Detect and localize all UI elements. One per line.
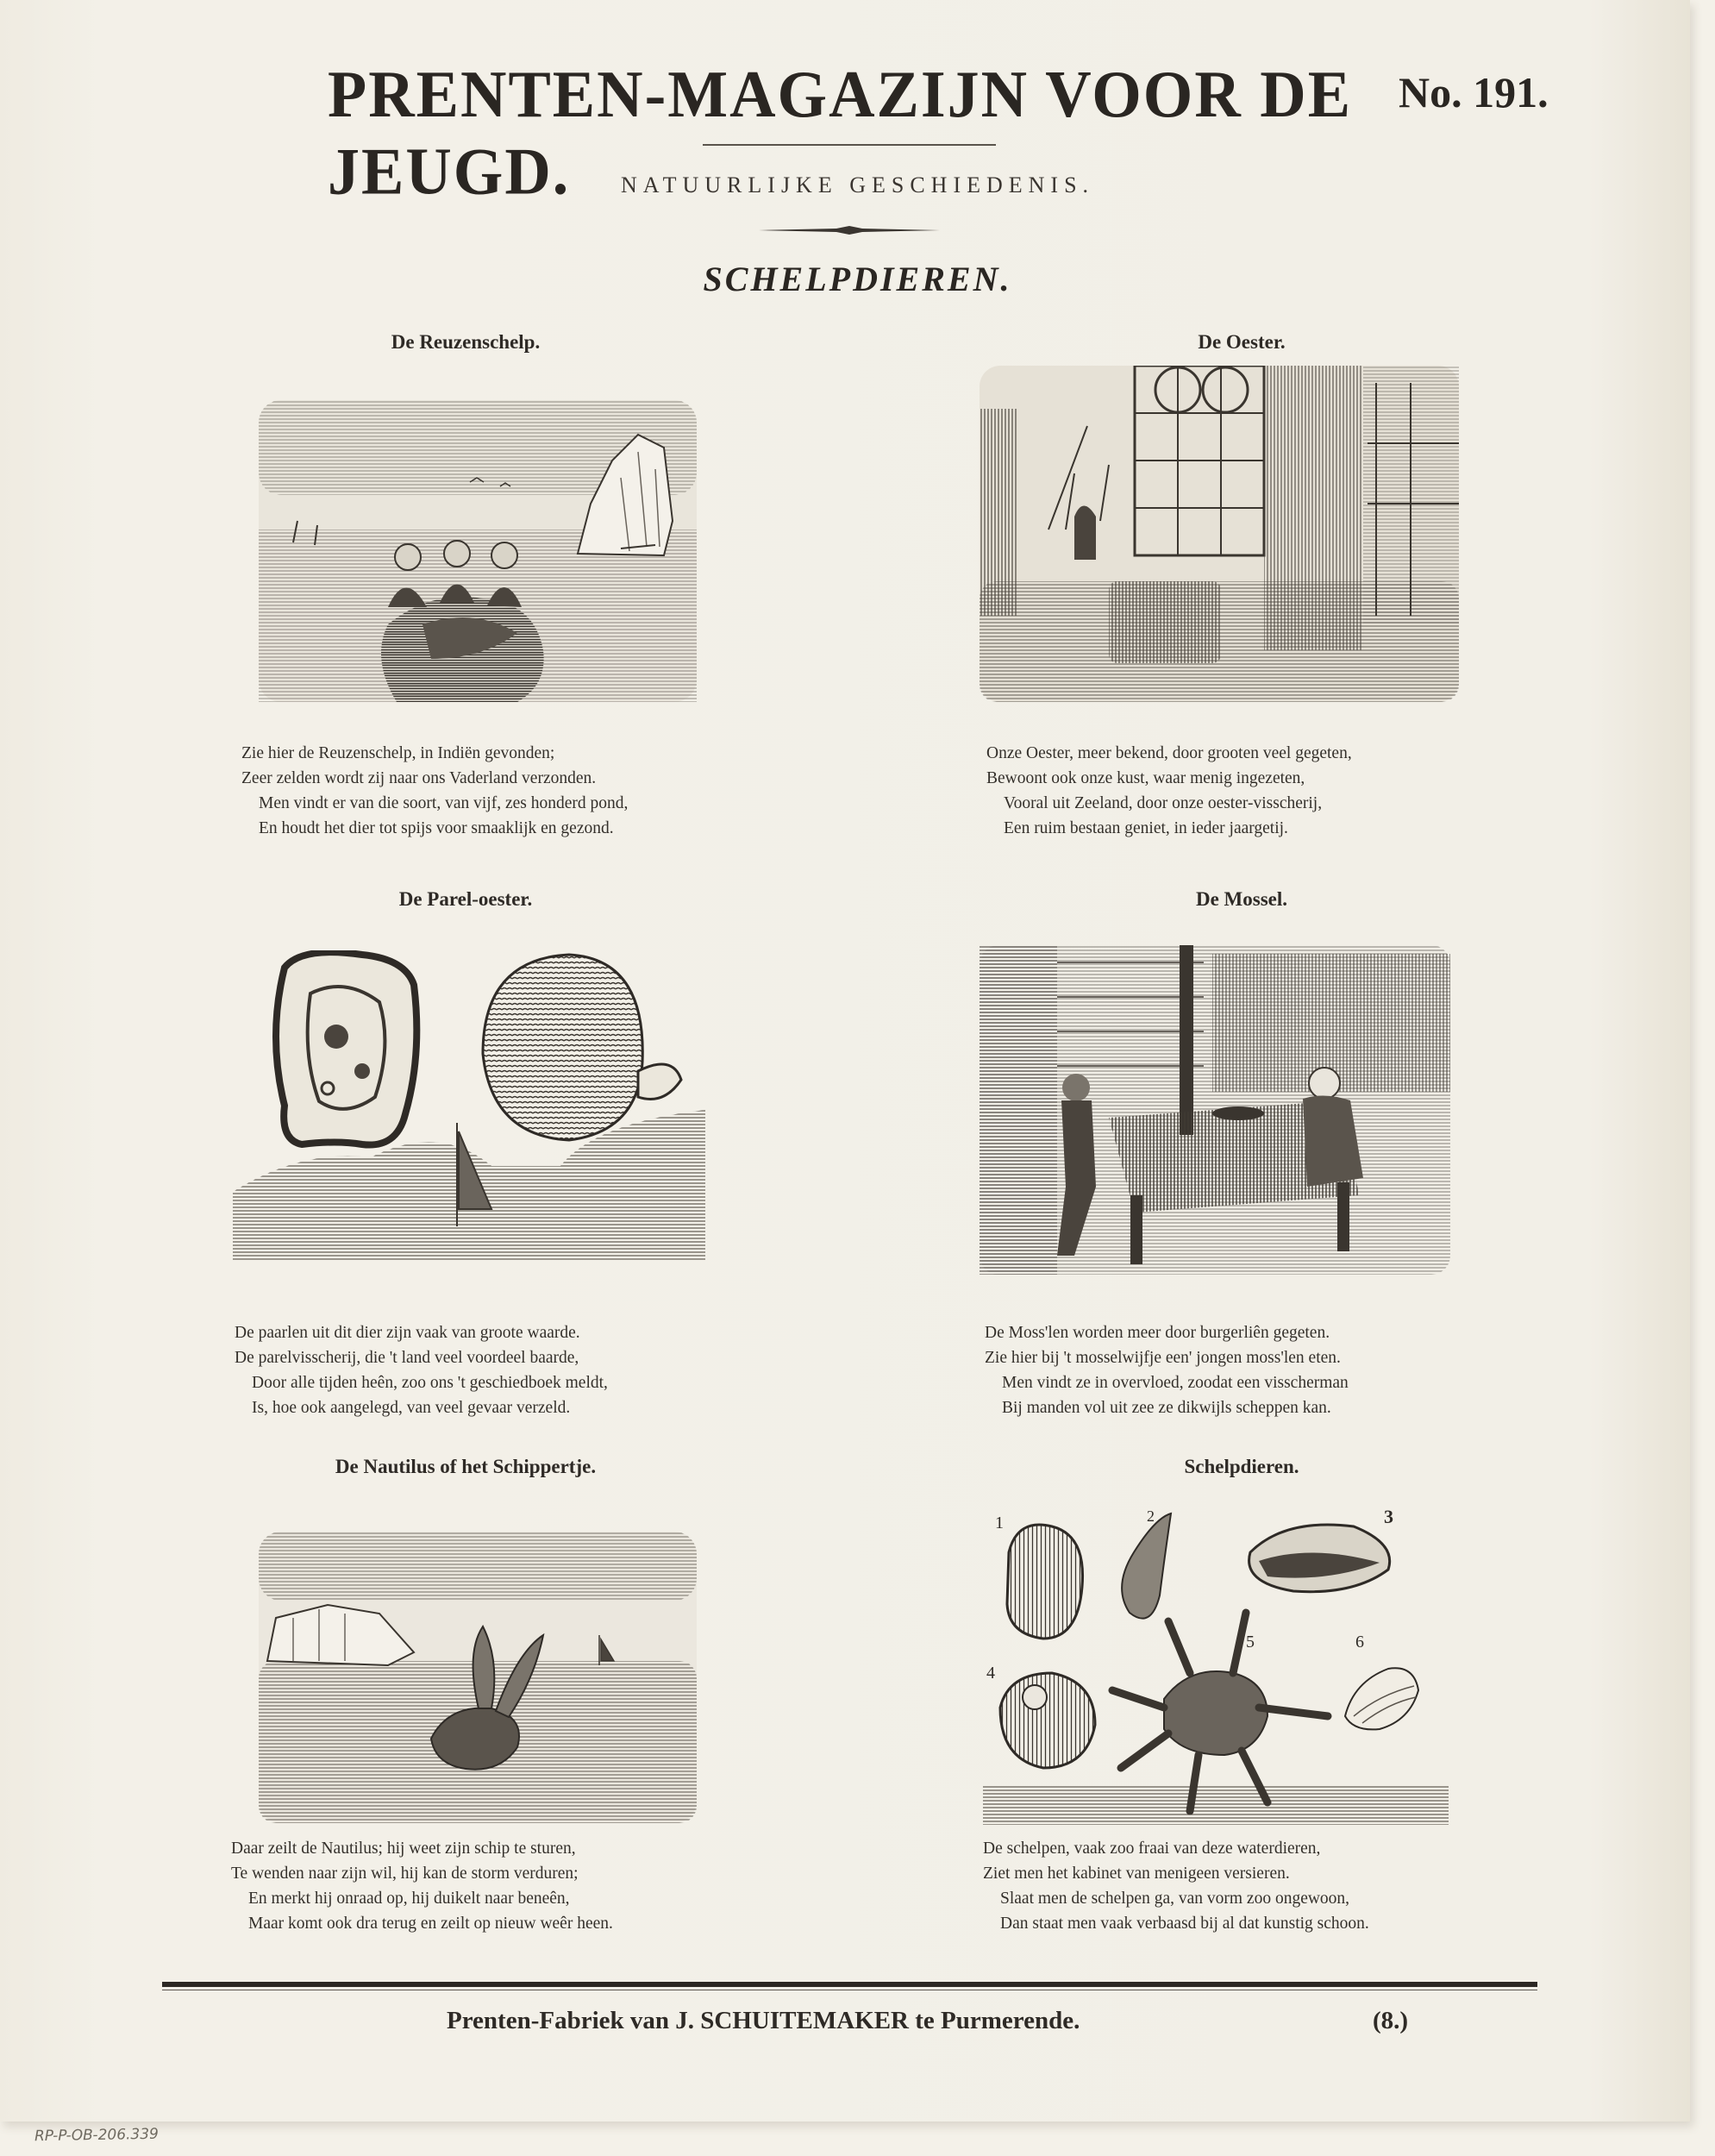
verse-line: Zie hier de Reuzenschelp, in Indiën gevonden;	[241, 744, 555, 762]
shell-number: 2	[1147, 1509, 1155, 1525]
panel-schelpdieren	[862, 1452, 1621, 1933]
shell-number: 4	[986, 1664, 995, 1683]
verse-line: Door alle tijden heên, zoo ons 't geschiedboek meldt,	[252, 1374, 608, 1392]
verse-line: Men vindt er van die soort, van vijf, zes honderd pond,	[259, 794, 629, 812]
verse-line: De parelvisscherij, die 't land veel voordeel baarde,	[235, 1349, 579, 1367]
illustration-pearl-oyster	[233, 950, 705, 1278]
shell-number: 1	[995, 1514, 1004, 1532]
masthead-title: PRENTEN-MAGAZIJN VOOR DE JEUGD.	[328, 57, 1353, 210]
verse-line: Zeer zelden wordt zij naar ons Vaderland verzonden.	[241, 769, 597, 787]
title-rule	[703, 144, 996, 146]
panel-verse	[241, 741, 628, 841]
panel-verse	[986, 741, 1352, 841]
page-number: (8.)	[1373, 2007, 1409, 2034]
publisher-line: Prenten-Fabriek van J. SCHUITEMAKER te Purmerende.	[447, 2007, 1080, 2034]
verse-line: Slaat men de schelpen ga, van vorm zoo ongewoon,	[1000, 1890, 1350, 1908]
verse-line: Onze Oester, meer bekend, door grooten veel gegeten,	[986, 744, 1352, 762]
illustration-giant-clam	[259, 400, 697, 702]
panel-verse	[235, 1320, 608, 1420]
panel-parel-oester	[86, 885, 845, 1417]
illustration-nautilus	[259, 1532, 697, 1823]
panel-heading: De Reuzenschelp.	[391, 331, 541, 353]
section-title: SCHELPDIEREN.	[703, 260, 1012, 298]
verse-line: De paarlen uit dit dier zijn vaak van groote waarde.	[235, 1324, 580, 1342]
panel-heading: De Parel-oester.	[398, 888, 533, 910]
panel-reuzenschelp	[86, 328, 845, 837]
verse-line: De schelpen, vaak zoo fraai van deze waterdieren,	[983, 1839, 1321, 1858]
panel-oester	[862, 328, 1621, 837]
issue-number: No. 191.	[1399, 68, 1549, 116]
verse-line: De Moss'len worden meer door burgerliên gegeten.	[985, 1324, 1330, 1342]
panel-nautilus	[86, 1452, 845, 1933]
archive-mark: RP-P-OB-206.339	[34, 2125, 160, 2146]
verse-line: Een ruim bestaan geniet, in ieder jaargetij.	[1004, 819, 1288, 837]
verse-line: Dan staat men vaak verbaasd bij al dat kunstig schoon.	[1000, 1915, 1369, 1933]
panel-verse	[231, 1836, 613, 1936]
panel-verse	[985, 1320, 1349, 1420]
verse-line: Is, hoe ook aangelegd, van veel gevaar verzeld.	[252, 1399, 571, 1417]
verse-line: Zie hier bij 't mosselwijfje een' jongen moss'len eten.	[985, 1349, 1341, 1367]
panel-verse	[983, 1836, 1369, 1936]
verse-line: Bewoont ook onze kust, waar menig ingezeten,	[986, 769, 1305, 787]
verse-line: Bij manden vol uit zee ze dikwijls scheppen kan.	[1002, 1399, 1331, 1417]
panel-heading: De Oester.	[1198, 331, 1286, 353]
panel-heading: De Mossel.	[1195, 888, 1288, 910]
shell-number: 5	[1246, 1633, 1255, 1651]
verse-line: En merkt hij onraad op, hij duikelt naar beneên,	[248, 1890, 570, 1908]
verse-line: Daar zeilt de Nautilus; hij weet zijn schip te sturen,	[231, 1839, 576, 1858]
subtitle: NATUURLIJKE GESCHIEDENIS.	[620, 172, 1095, 197]
shell-number: 3	[1384, 1509, 1393, 1527]
verse-line: Men vindt ze in overvloed, zoodat een visscherman	[1002, 1374, 1349, 1392]
verse-line: Maar komt ook dra terug en zeilt op nieuw weêr heen.	[248, 1915, 613, 1933]
illustration-mussel-kitchen	[980, 945, 1450, 1275]
footer-rule	[162, 1982, 1537, 1987]
panel-heading: Schelpdieren.	[1184, 1456, 1299, 1477]
panel-mossel	[862, 885, 1621, 1417]
verse-line: En houdt het dier tot spijs voor smaaklijk en gezond.	[259, 819, 614, 837]
illustration-oyster-shop	[980, 366, 1459, 702]
verse-line: Te wenden naar zijn wil, hij kan de storm verduren;	[231, 1865, 579, 1883]
verse-line: Vooral uit Zeeland, door onze oester-visscherij,	[1004, 794, 1323, 812]
panel-heading: De Nautilus of het Schippertje.	[335, 1456, 597, 1477]
ornament-divider	[759, 226, 940, 235]
shell-number: 6	[1355, 1633, 1364, 1651]
illustration-shell-collection	[983, 1509, 1449, 1825]
verse-line: Ziet men het kabinet van menigeen versieren.	[983, 1865, 1290, 1883]
